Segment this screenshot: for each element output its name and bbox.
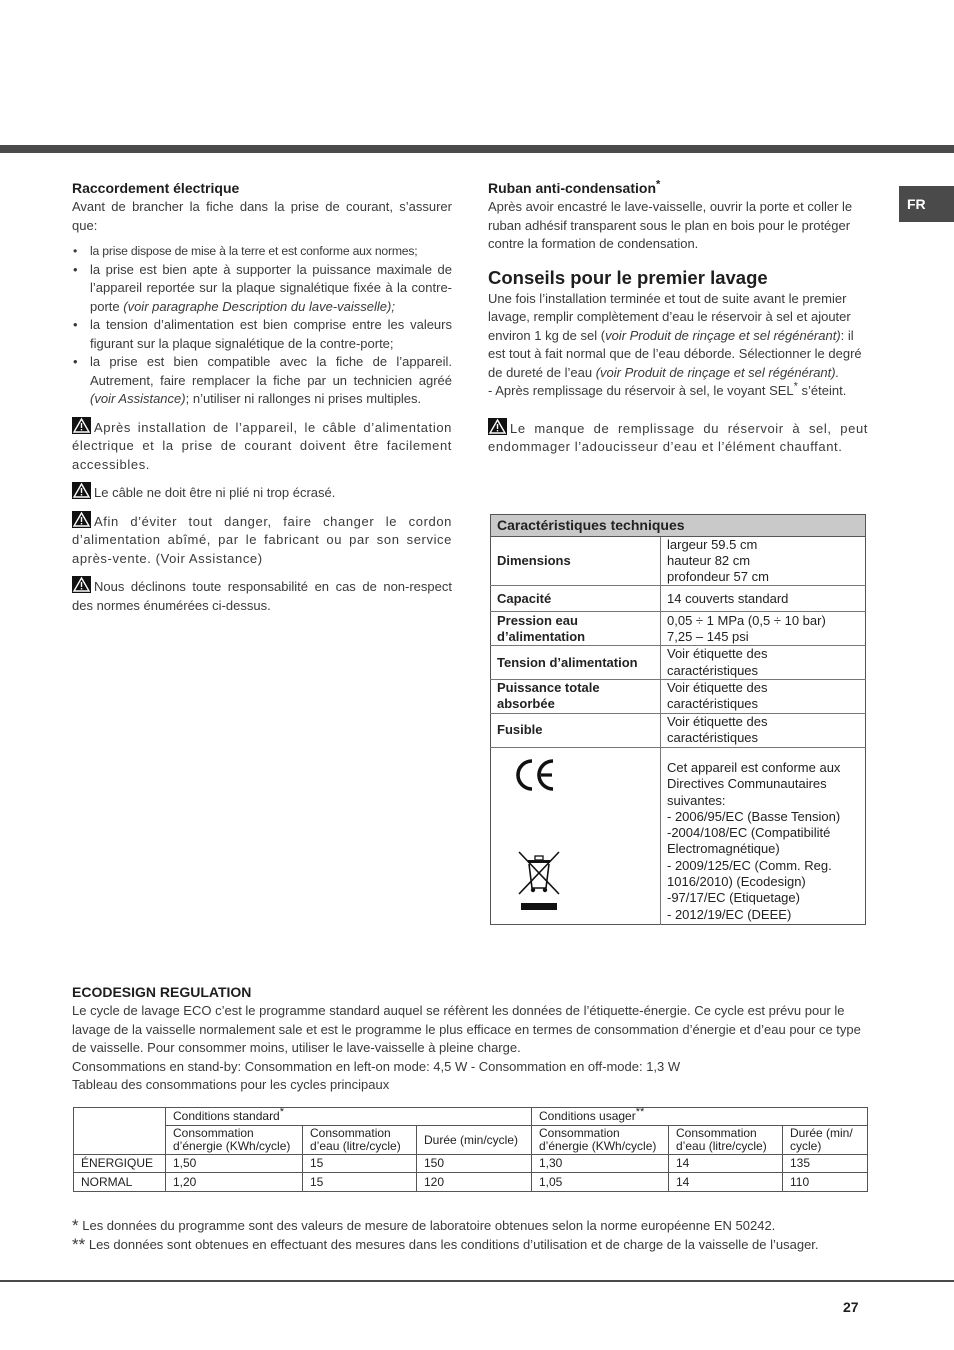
conseils-paragraph-2 (488, 382, 868, 401)
warning-icon (488, 418, 507, 435)
table-caption: Tableau des consommations pour les cycles principaux (72, 1077, 390, 1092)
table-cell: 135 (783, 1155, 868, 1173)
spec-value-line: 7,25 – 145 psi (667, 628, 749, 644)
list-item-text: la prise est bien apte à supporter la puissance maximale de l’appareil reportée sur la plaque signalétique fixée à la contre-porte (90, 261, 452, 314)
asterisk-mark: * (656, 178, 661, 191)
spec-value-line: profondeur 57 cm (667, 569, 769, 585)
spec-value (661, 612, 866, 646)
spec-label: Puissance totale absorbée (491, 679, 661, 713)
row-label: ÉNERGIQUE (74, 1155, 166, 1173)
asterisk-mark: * (279, 1106, 285, 1118)
table-cell: 1,20 (166, 1173, 303, 1192)
asterisk-mark: * (793, 380, 798, 393)
directive-line: - 2012/19/EC (DEEE) (667, 906, 792, 922)
list-item-text: ; n’utiliser ni rallonges ni prises multiples. (185, 391, 422, 406)
list-item (72, 316, 452, 353)
standard-conditions-header (166, 1108, 532, 1126)
footer-rule (0, 1280, 954, 1282)
conseils-text: s’éteint. (797, 383, 847, 398)
table-cell: 1,05 (532, 1173, 669, 1192)
raccordement-heading: Raccordement électrique (72, 180, 240, 196)
list-item-text: la prise dispose de mise à la terre et est conforme aux normes; (90, 244, 418, 258)
corner-cell (74, 1108, 166, 1155)
footnote-mark: * (72, 1216, 79, 1235)
conseils-heading: Conseils pour le premier lavage (488, 266, 768, 288)
user-conditions-header (532, 1108, 868, 1126)
ruban-heading (488, 178, 868, 198)
warning-icon (72, 576, 91, 593)
standby-consumption: Consommations en stand-by: Consommation en left-on mode: 4,5 W - Consommation en off-mode: 1,3 W (72, 1058, 681, 1074)
ecodesign-heading: ECODESIGN REGULATION (72, 984, 252, 1000)
warning-icon (72, 482, 91, 499)
header-bar (0, 145, 954, 153)
directive-line: -97/17/EC (Etiquetage) (667, 890, 800, 906)
table-cell: 120 (417, 1173, 532, 1192)
table-cell: 110 (783, 1173, 868, 1192)
column-header: Consommation d’énergie (KWh/cycle) (166, 1126, 303, 1155)
footnote-text: Les données sont obtenues en effectuant des mesures dans les conditions d’utilisation et de charge de la vaisselle de l’usager. (85, 1237, 819, 1252)
column-header: Durée (min/ cycle) (783, 1126, 868, 1155)
asterisk-mark: ** (635, 1106, 645, 1118)
consumption-table (73, 1107, 868, 1192)
ecodesign-section (72, 982, 868, 1095)
table-cell: 1,30 (532, 1155, 669, 1173)
footnote-text: Les données du programme sont des valeurs de mesure de laboratoire obtenues selon la norme européenne EN 50242. (78, 1218, 776, 1233)
ce-mark-icon (513, 758, 557, 792)
tech-specs-table (490, 514, 866, 925)
table-cell: 150 (417, 1155, 532, 1173)
spec-value: Voir étiquette des caractéristiques (661, 646, 866, 680)
warning-paragraph (72, 511, 452, 569)
requirements-list (72, 242, 452, 409)
directive-line: Cet appareil est conforme aux Directives Communautaires suivantes: (667, 759, 841, 808)
warning-text: Nous déclinons toute responsabilité en cas de non-respect des normes énumérées ci-dessus. (72, 579, 452, 613)
spec-value-line: hauteur 82 cm (667, 552, 751, 568)
certification-marks (491, 747, 661, 924)
table-cell: 14 (669, 1173, 783, 1192)
column-header: Durée (min/cycle) (417, 1126, 532, 1155)
directive-line: -2004/108/EC (Compatibilité Electromagnétique) (667, 825, 831, 857)
table-cell: 15 (303, 1173, 417, 1192)
warning-icon (72, 417, 91, 434)
table-cell: 14 (669, 1155, 783, 1173)
list-item-text: la prise est bien compatible avec la fiche de l’appareil. Autrement, faire remplacer la fiche par un technicien agréé (90, 354, 452, 388)
header-label: Conditions standard (173, 1109, 280, 1123)
spec-value: Voir étiquette des caractéristiques (661, 713, 866, 747)
directives-list (661, 747, 866, 924)
warning-text: Le câble ne doit être ni plié ni trop écrasé. (94, 485, 336, 500)
ce-mark (513, 758, 557, 796)
directive-line: - 2009/125/EC (Comm. Reg. 1016/2010) (Ecodesign) (667, 857, 832, 890)
page-number: 27 (843, 1299, 859, 1315)
spec-value-line: largeur 59.5 cm (667, 536, 758, 552)
ecodesign-paragraph: Le cycle de lavage ECO c’est le programme standard auquel se réfèrent les données de l’étiquette-énergie. Ce cycle est prévu pour le lavage de la vaisselle normalement sale et est le programme le plus efficace en termes de consommation d’énergie et d’eau pour ce type de vaisselle. Pour consommer moins, utiliser le lave-vaisselle à pleine charge. (72, 1003, 861, 1055)
list-item-reference: (voir paragraphe Description du lave-vaisselle); (123, 298, 395, 314)
table-cell: 1,50 (166, 1155, 303, 1173)
ruban-heading-text: Ruban anti-condensation (488, 180, 656, 196)
column-header: Consommation d’énergie (KWh/cycle) (532, 1126, 669, 1155)
spec-label: Tension d’alimentation (491, 646, 661, 680)
spec-value: 14 couverts standard (661, 586, 866, 612)
warning-paragraph (72, 576, 452, 615)
conseils-paragraph (488, 290, 868, 383)
conseils-reference: (voir Produit de rinçage et sel régénérant). (595, 364, 840, 380)
footnote-mark: ** (72, 1235, 86, 1254)
left-column (72, 178, 452, 615)
table-row (74, 1155, 868, 1173)
list-item-reference: (voir Assistance) (90, 391, 186, 406)
warning-paragraph (72, 417, 452, 475)
spec-label: Dimensions (491, 536, 661, 586)
spec-value: Voir étiquette des caractéristiques (661, 679, 866, 713)
right-column (488, 178, 868, 457)
conseils-reference: voir Produit de rinçage et sel régénérant) (605, 327, 841, 343)
column-header: Consommation d’eau (litre/cycle) (669, 1126, 783, 1155)
list-item-text: la tension d’alimentation est bien comprise entre les valeurs figurant sur la plaque signalétique de la contre-porte; (90, 317, 452, 351)
warning-text: Le manque de remplissage du réservoir à sel, peut endommager l’adoucisseur d’eau et l’élément chauffant. (488, 420, 868, 454)
spec-label: Pression eau d’alimentation (491, 612, 661, 646)
warning-text: Afin d’éviter tout danger, faire changer le cordon d’alimentation abîmé, par le fabricant ou par son service après-vente. (Voir Assistance) (72, 513, 452, 566)
warning-icon (72, 511, 91, 528)
warning-paragraph (488, 418, 868, 457)
footnote-2 (72, 1235, 872, 1254)
spec-label: Fusible (491, 713, 661, 747)
conseils-text: : il est tout à fait normal que de l’eau déborde. Sélectionner le degré de dureté de l’eau (488, 327, 862, 380)
spec-value (661, 536, 866, 586)
list-item (72, 261, 452, 317)
conseils-text: Une fois l’installation terminée et tout de suite avant le premier lavage, remplir complètement d’eau le réservoir à sel et ajouter environ 1 kg de sel ( (488, 290, 851, 343)
warning-text: Après installation de l’appareil, le câble d’alimentation électrique et la prise de courant doivent être facilement accessibles. (72, 419, 452, 472)
tech-specs-title: Caractéristiques techniques (491, 515, 866, 537)
list-item (72, 242, 452, 261)
column-header: Consommation d’eau (litre/cycle) (303, 1126, 417, 1155)
footnotes (72, 1216, 872, 1254)
footnote-1 (72, 1216, 872, 1235)
list-item (72, 353, 452, 409)
language-tab: FR (899, 186, 954, 222)
ruban-text: Après avoir encastré le lave-vaisselle, ouvrir la porte et coller le ruban adhésif transparent sous le plan en bois pour le protéger contre la formation de condensation. (488, 199, 853, 251)
directive-line: - 2006/95/EC (Basse Tension) (667, 808, 841, 824)
table-row (74, 1173, 868, 1192)
spec-label: Capacité (491, 586, 661, 612)
spec-value-line: 0,05 ÷ 1 MPa (0,5 ÷ 10 bar) (667, 612, 826, 628)
weee-bin-icon (515, 848, 565, 918)
warning-paragraph (72, 482, 452, 503)
row-label: NORMAL (74, 1173, 166, 1192)
conseils-text: - Après remplissage du réservoir à sel, le voyant SEL (488, 383, 794, 398)
header-label: Conditions usager (539, 1109, 636, 1123)
table-cell: 15 (303, 1155, 417, 1173)
raccordement-intro: Avant de brancher la fiche dans la prise de courant, s’assurer que: (72, 199, 452, 233)
